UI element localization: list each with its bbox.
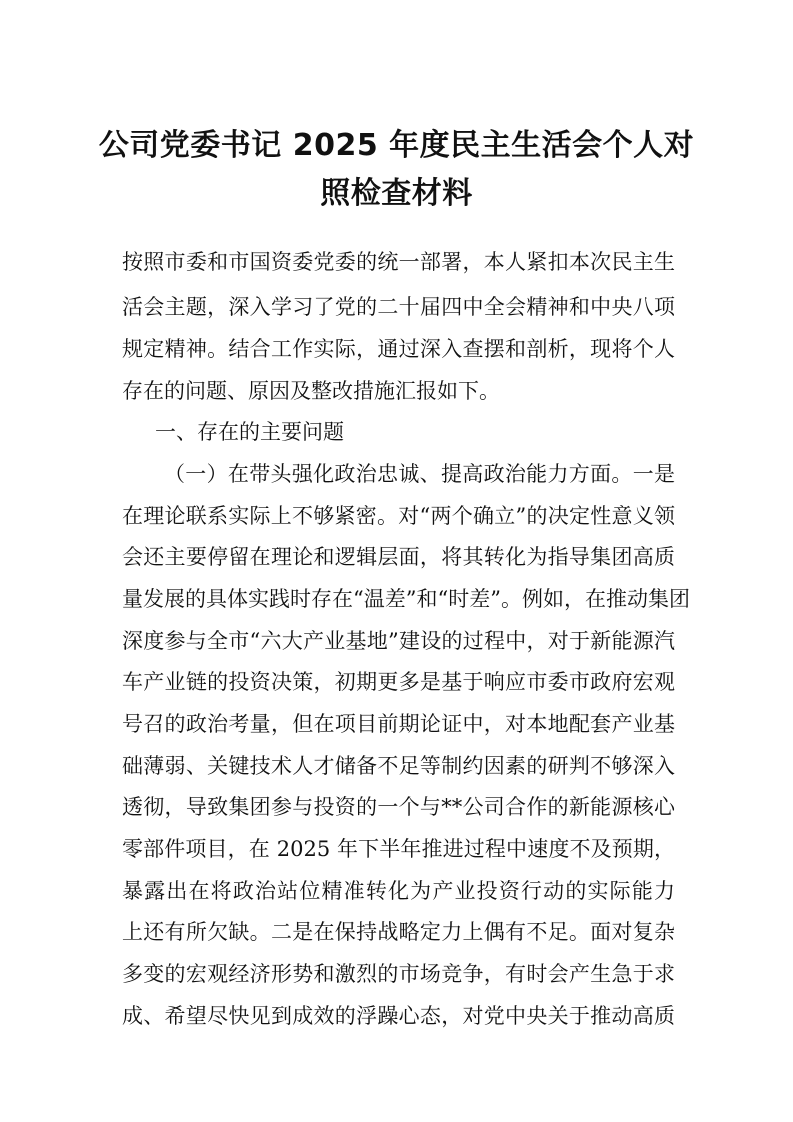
body-line: 在理论联系实际上不够紧密。对“两个确立”的决定性意义领 [122, 504, 675, 528]
body-line: 成、希望尽快见到成效的浮躁心态，对党中央关于推动高质 [122, 1004, 675, 1028]
body-line: 车产业链的投资决策，初期更多是基于响应市委市政府宏观 [122, 670, 675, 694]
body-line: 透彻，导致集团参与投资的一个与**公司合作的新能源核心 [122, 795, 675, 819]
body-line: 号召的政治考量，但在项目前期论证中，对本地配套产业基 [122, 712, 675, 736]
document-title-line-2: 照检查材料 [320, 176, 473, 211]
body-line: 量发展的具体实践时存在“温差”和“时差”。例如，在推动集团 [122, 587, 690, 611]
body-line: 多变的宏观经济形势和激烈的市场竞争，有时会产生急于求 [122, 962, 675, 986]
body-line: 按照市委和市国资委党委的统一部署，本人紧扣本次民主生 [122, 250, 675, 274]
body-line: 存在的问题、原因及整改措施汇报如下。 [122, 379, 500, 403]
body-line: 零部件项目，在 2025 年下半年推进过程中速度不及预期， [122, 837, 675, 861]
body-line: 会还主要停留在理论和逻辑层面，将其转化为指导集团高质 [122, 545, 675, 569]
section-heading: 一、存在的主要问题 [155, 420, 344, 444]
body-line: 上还有所欠缺。二是在保持战略定力上偶有不足。面对复杂 [122, 920, 675, 944]
body-line: 规定精神。结合工作实际，通过深入查摆和剖析，现将个人 [122, 337, 675, 361]
body-line: 深度参与全市“六大产业基地”建设的过程中，对于新能源汽 [122, 629, 675, 653]
body-line: 础薄弱、关键技术人才储备不足等制约因素的研判不够深入 [122, 754, 675, 778]
body-line: 暴露出在将政治站位精准转化为产业投资行动的实际能力 [122, 879, 675, 903]
subsection-heading: （一）在带头强化政治忠诚、提高政治能力方面。一是 [164, 462, 675, 486]
body-line: 活会主题，深入学习了党的二十届四中全会精神和中央八项 [122, 295, 675, 319]
document-title-line-1: 公司党委书记 2025 年度民主生活会个人对 [98, 128, 695, 163]
